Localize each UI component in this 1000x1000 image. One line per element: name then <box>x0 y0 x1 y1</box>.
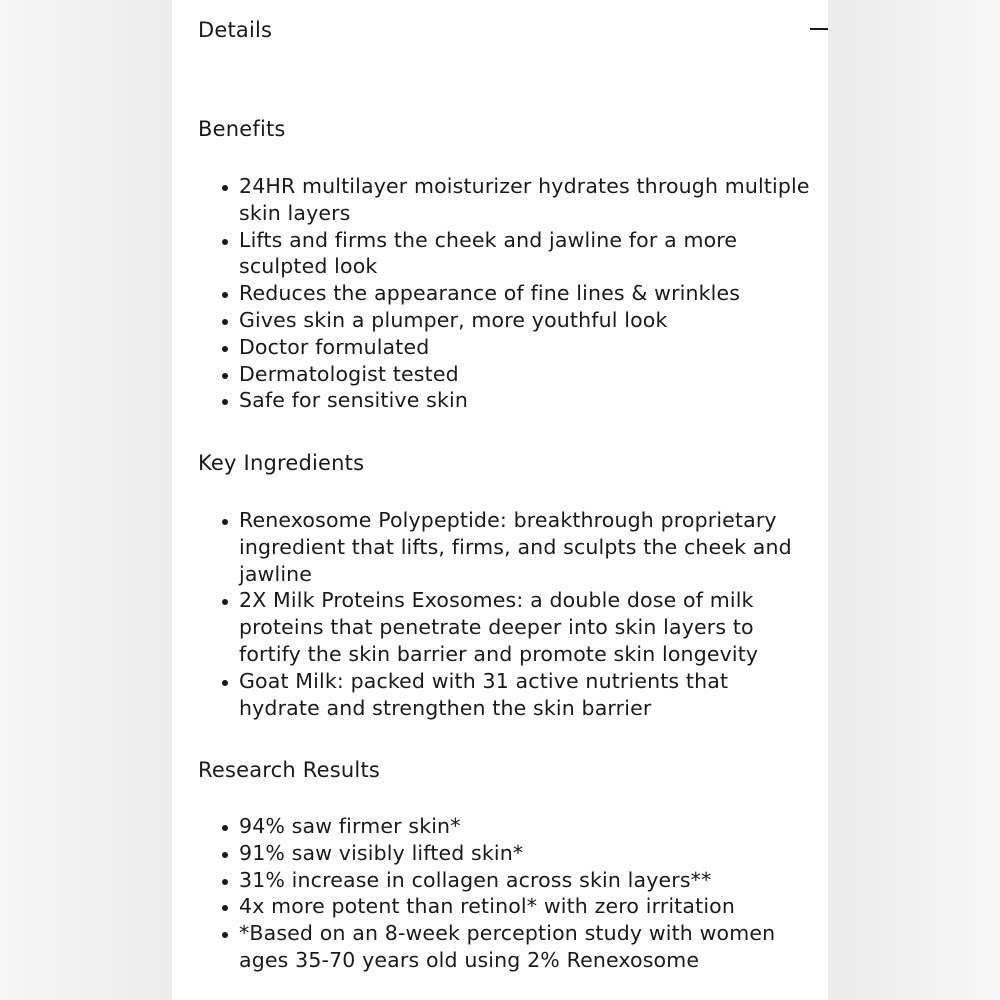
list-item: Renexosome Polypeptide: breakthrough proprietary ingredient that lifts, firms, and sculpts the cheek and jawline <box>220 507 810 587</box>
list-item: 31% increase in collagen across skin layers** <box>220 867 810 894</box>
list-item: 94% saw firmer skin* <box>220 813 810 840</box>
list-item: Safe for sensitive skin <box>220 387 810 414</box>
list-item: Doctor formulated <box>220 334 810 361</box>
backdrop-right <box>828 0 1000 1000</box>
backdrop-left <box>0 0 172 1000</box>
list-item: Reduces the appearance of fine lines & wrinkles <box>220 280 810 307</box>
list-item: 4x more potent than retinol* with zero irritation <box>220 893 810 920</box>
details-accordion-header[interactable] <box>198 14 808 54</box>
research-section <box>198 757 828 783</box>
ingredients-heading: Key Ingredients <box>198 451 365 475</box>
list-item: Goat Milk: packed with 31 active nutrients that hydrate and strengthen the skin barrier <box>220 668 810 722</box>
list-item: *Based on an 8-week perception study with women ages 35-70 years old using 2% Renexosome <box>220 920 810 974</box>
ingredients-list <box>220 507 810 721</box>
details-title: Details <box>198 18 273 42</box>
benefits-heading: Benefits <box>198 117 286 141</box>
list-item: Lifts and firms the cheek and jawline for a more sculpted look <box>220 227 810 281</box>
list-item: 2X Milk Proteins Exosomes: a double dose of milk proteins that penetrate deeper into skin layers to fortify the skin barrier and promote skin longevity <box>220 587 810 667</box>
benefits-list <box>220 173 810 414</box>
list-item: 24HR multilayer moisturizer hydrates through multiple skin layers <box>220 173 810 227</box>
list-item: Dermatologist tested <box>220 361 810 388</box>
minus-icon <box>810 28 828 30</box>
benefits-section <box>198 116 828 142</box>
ingredients-section <box>198 450 828 476</box>
details-panel <box>172 0 828 1000</box>
list-item: Gives skin a plumper, more youthful look <box>220 307 810 334</box>
research-list <box>220 813 810 974</box>
collapse-button[interactable] <box>804 14 828 44</box>
research-heading: Research Results <box>198 758 381 782</box>
list-item: 91% saw visibly lifted skin* <box>220 840 810 867</box>
